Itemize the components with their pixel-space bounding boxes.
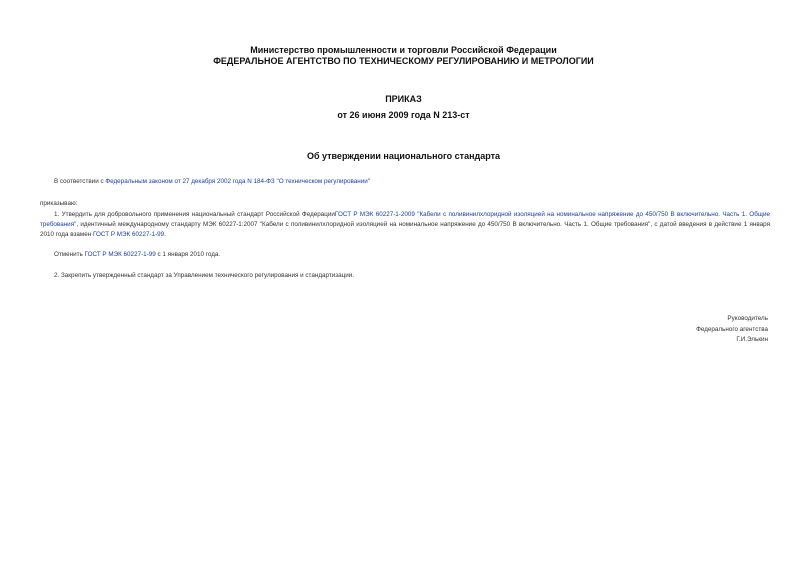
signatory-position-line2: Федерального агентства bbox=[696, 325, 768, 333]
item1-end: . bbox=[164, 231, 166, 238]
item1-prefix: 1. Утвердить для добровольного применения национальный стандарт Российской Федерации bbox=[54, 211, 335, 218]
document-header bbox=[0, 45, 807, 67]
document-subject: Об утверждении национального стандарта bbox=[306, 151, 501, 161]
document-type: ПРИКАЗ bbox=[385, 94, 422, 104]
ministry-name: Министерство промышленности и торговли Российской Федерации bbox=[250, 45, 557, 55]
item2-paragraph: 2. Закрепить утвержденный стандарт за Управлением технического регулирования и стандартизации. bbox=[54, 272, 355, 279]
cancel-paragraph bbox=[40, 250, 770, 260]
cancel-suffix: с 1 января 2010 года. bbox=[155, 251, 221, 258]
item1-middle: , идентичный международному стандарту МЭК 60227-1:2007 "Кабели с поливинилхлоридной изоляцией на номинальное напряжение до 450/750 В включительно. Часть 1. Общие требования", с датой введения в действие 1 января 2010 года взамен bbox=[40, 221, 770, 238]
signature-block bbox=[696, 314, 768, 346]
document-date-number: от 26 июня 2009 года N 213-ст bbox=[337, 110, 470, 120]
order-word: приказываю: bbox=[40, 200, 78, 207]
gost-99-cancel-link[interactable]: ГОСТ Р МЭК 60227-1-99 bbox=[84, 251, 156, 258]
federal-law-link[interactable]: Федеральным законом от 27 декабря 2002 года N 184-ФЗ "О техническом регулировании" bbox=[105, 178, 371, 185]
item1-paragraph bbox=[40, 210, 770, 240]
cancel-prefix: Отменить bbox=[54, 251, 85, 258]
intro-prefix: В соответствии с bbox=[54, 178, 106, 185]
agency-name: ФЕДЕРАЛЬНОЕ АГЕНТСТВО ПО ТЕХНИЧЕСКОМУ РЕГУЛИРОВАНИЮ И МЕТРОЛОГИИ bbox=[213, 56, 594, 66]
signatory-position-line1: Руководитель bbox=[727, 315, 768, 322]
gost-2009-link[interactable]: ГОСТ Р МЭК 60227-1-2009 "Кабели с поливинилхлоридной изоляцией на номинальное напряжение до 450/750 В включительно. Часть 1. Общие требования" bbox=[40, 211, 770, 228]
intro-paragraph bbox=[40, 177, 770, 187]
gost-99-link[interactable]: ГОСТ Р МЭК 60227-1-99 bbox=[92, 231, 165, 238]
signatory-name: Г.И.Элькин bbox=[736, 336, 768, 343]
